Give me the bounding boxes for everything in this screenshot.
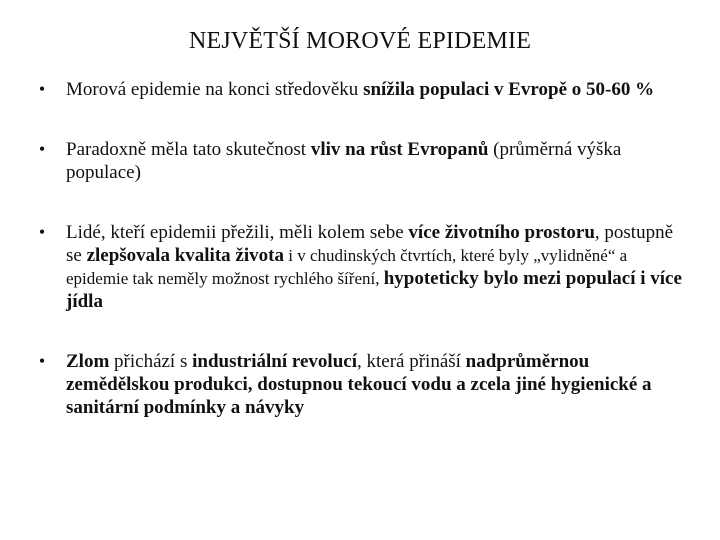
list-item <box>32 138 692 184</box>
item-text-plain: , postupně se <box>66 222 674 266</box>
item-text-plain: i v chudinských čtvrtích, které byly „vylidněné“ a epidemie tak neměly možnost rychlého šíření, <box>66 246 628 288</box>
item-text-plain: Lidé, kteří epidemii přežili, měli kolem sebe <box>66 222 409 243</box>
item-text-bold: více životního prostoru <box>408 222 595 243</box>
item-text-plain: , která přináší <box>356 351 466 372</box>
bullet-dot: • <box>38 222 46 242</box>
item-text-plain: přichází s <box>109 351 193 372</box>
bullet-dot: • <box>38 351 46 371</box>
item-text-plain: (průměrná výška populace) <box>66 139 622 183</box>
list-item <box>32 221 692 313</box>
bullet-dot: • <box>38 139 46 159</box>
item-text-bold: industriální revolucí <box>192 351 357 372</box>
item-text-bold: snížila populaci v Evropě o 50-60 % <box>363 79 655 100</box>
slide-title: NEJVĚTŠÍ MOROVÉ EPIDEMIE <box>188 28 532 54</box>
bullet-list <box>32 78 692 419</box>
item-text-plain: Paradoxně měla tato skutečnost <box>66 139 311 160</box>
item-text-bold: nadprůměrnou zemědělskou produkci, dostupnou tekoucí vodu a zcela jiné hygienické a sanitární podmínky a návyky <box>66 351 652 418</box>
list-item <box>32 350 692 419</box>
item-text-bold: zlepšovala kvalita života <box>86 245 284 266</box>
item-text-plain: Morová epidemie na konci středověku <box>66 79 364 100</box>
item-text-bold: Zlom <box>66 351 110 372</box>
item-text-bold: vliv na růst Evropanů <box>310 139 489 160</box>
item-text-bold: hypoteticky bylo mezi populací i více jídla <box>66 268 682 312</box>
bullet-dot: • <box>38 79 46 99</box>
list-item <box>32 78 692 101</box>
